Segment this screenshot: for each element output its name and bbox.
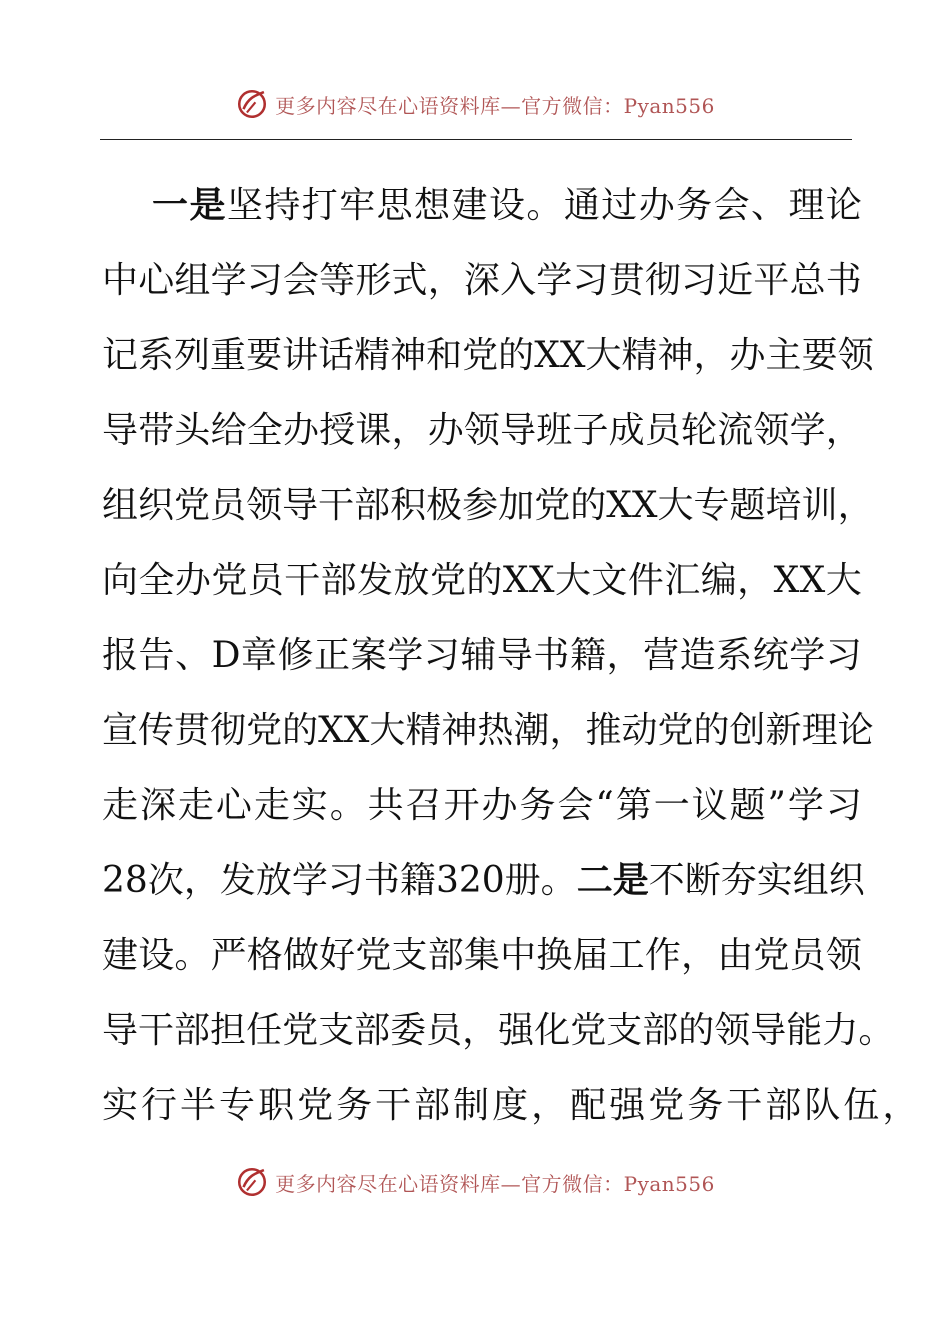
text-line: 中 心 组 学 习 会 等 形 式 ， 深 入 学 习 贯 彻 习 近 平 总 书 [102,260,862,301]
text-line: 组 织 党 员 领 导 干 部 积 极 参 加 党 的 X X 大 专 题 培 训 ， [102,485,874,526]
watermark-text: 更多内容尽在心语资料库—官方微信：Pyan556 [275,93,715,118]
text-line: 记 系 列 重 要 讲 话 精 神 和 党 的 X X 大 精 神 ， 办 主 要 领 [102,335,874,376]
watermark-text: 更多内容尽在心语资料库—官方微信：Pyan556 [275,1171,715,1196]
text-line: 实 行 半 专 职 党 务 干 部 制 度 ， 配 强 党 务 干 部 队 伍 ， [102,1085,922,1126]
text-line: 宣 传 贯 彻 党 的 X X 大 精 神 热 潮 ， 推 动 党 的 创 新 理 论 [102,710,874,751]
logo-icon [235,87,269,121]
text-line: 导 带 头 给 全 办 授 课 ， 办 领 导 班 子 成 员 轮 流 领 学 ， [102,410,862,451]
text-line: 建 设 。 严 格 做 好 党 支 部 集 中 换 届 工 作 ， 由 党 员 领 [102,935,862,976]
text-line: 走 深 走 心 走 实 。 共 召 开 办 务 会 “ 第 一 议 题 ” 学 习 [102,785,862,826]
document-body [102,168,922,1143]
header-watermark [0,82,950,126]
text-line: 一 是 坚 持 打 牢 思 想 建 设 。 通 过 办 务 会 、 理 论 [152,184,862,226]
text-line: 向 全 办 党 员 干 部 发 放 党 的 X X 大 文 件 汇 编 ， X X 大 [102,560,862,601]
header-divider [100,139,852,140]
logo-icon [235,1165,269,1199]
text-line: 导 干 部 担 任 党 支 部 委 员 ， 强 化 党 支 部 的 领 导 能 力 。 [102,1010,895,1051]
text-line: 报 告 、 D 章 修 正 案 学 习 辅 导 书 籍 ， 营 造 系 统 学 习 [102,635,862,676]
text-line: 2 8 次 ， 发 放 学 习 书 籍 3 2 0 册 。 二 是 不 断 夯 实 组 织 [102,859,865,901]
footer-watermark [0,1160,950,1204]
